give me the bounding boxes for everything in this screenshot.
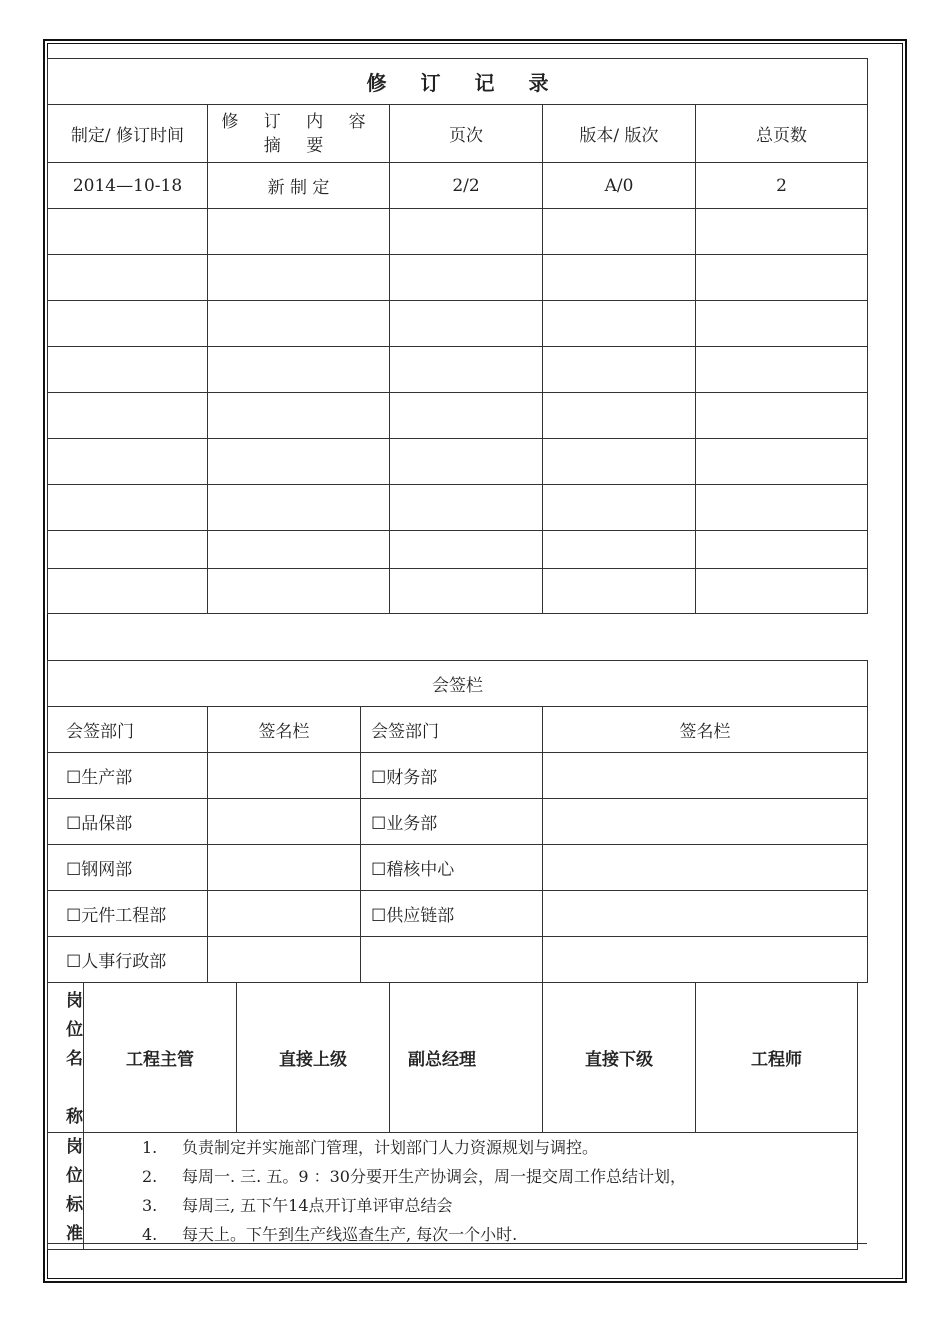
cell-date [48, 393, 208, 439]
signature-cell [208, 937, 361, 983]
bottom-rule [47, 1243, 867, 1244]
table-row [48, 937, 868, 983]
signature-cell [208, 799, 361, 845]
cell-version [543, 301, 696, 347]
cell-version [543, 531, 696, 569]
dept-cell-empty [361, 937, 543, 983]
position-standard-label [48, 1133, 84, 1250]
cell-date [48, 255, 208, 301]
list-item-text: 每天上。下午到生产线巡查生产, 每次一个小时. [182, 1225, 518, 1244]
countersign-sign-header-right: 签名栏 [543, 707, 868, 753]
position-name-label [48, 983, 84, 1133]
dept-checkbox-audit[interactable]: ☐稽核中心 [361, 845, 543, 891]
cell-version [543, 255, 696, 301]
dept-checkbox-component-eng[interactable]: ☐元件工程部 [48, 891, 208, 937]
cell-date [48, 569, 208, 614]
header-version: 版本/ 版次 [543, 105, 696, 163]
cell-summary [208, 393, 390, 439]
subordinate-value: 工程师 [696, 983, 858, 1133]
cell-date [48, 439, 208, 485]
dept-checkbox-hr-admin[interactable]: ☐人事行政部 [48, 937, 208, 983]
revision-record-table [47, 58, 868, 614]
cell-date [48, 485, 208, 531]
cell-date [48, 531, 208, 569]
dept-checkbox-finance[interactable]: ☐财务部 [361, 753, 543, 799]
table-row [48, 163, 868, 209]
cell-summary [208, 301, 390, 347]
cell-date [48, 209, 208, 255]
list-item [142, 1162, 857, 1191]
cell-version: A/0 [543, 163, 696, 209]
dept-checkbox-business[interactable]: ☐业务部 [361, 799, 543, 845]
cell-version [543, 439, 696, 485]
cell-total-pages [696, 255, 868, 301]
cell-page: 2/2 [390, 163, 543, 209]
cell-page [390, 439, 543, 485]
cell-page [390, 569, 543, 614]
table-row [48, 301, 868, 347]
cell-version [543, 569, 696, 614]
table-row [48, 845, 868, 891]
table-row [48, 799, 868, 845]
cell-date: 2014—10-18 [48, 163, 208, 209]
cell-summary [208, 347, 390, 393]
countersign-dept-header-right: 会签部门 [361, 707, 543, 753]
cell-total-pages [696, 393, 868, 439]
cell-total-pages [696, 209, 868, 255]
signature-cell [208, 891, 361, 937]
superior-label: 直接上级 [237, 983, 390, 1133]
table-row [48, 569, 868, 614]
cell-summary: 新 制 定 [208, 163, 390, 209]
cell-date [48, 301, 208, 347]
header-page: 页次 [390, 105, 543, 163]
table-row [48, 393, 868, 439]
list-item-number: 3. [142, 1196, 158, 1215]
cell-page [390, 485, 543, 531]
cell-version [543, 485, 696, 531]
standard-label-char: 准 [66, 1224, 83, 1244]
signature-cell [208, 845, 361, 891]
dept-checkbox-supply-chain[interactable]: ☐供应链部 [361, 891, 543, 937]
cell-page [390, 347, 543, 393]
cell-total-pages [696, 485, 868, 531]
list-item [142, 1220, 857, 1249]
position-name: 工程主管 [84, 983, 237, 1133]
cell-summary [208, 209, 390, 255]
signature-cell [543, 799, 868, 845]
table-row [48, 347, 868, 393]
superior-value: 副总经理 [390, 983, 543, 1133]
countersign-dept-header-left: 会签部门 [48, 707, 208, 753]
cell-summary [208, 485, 390, 531]
cell-total-pages [696, 301, 868, 347]
list-item-text: 负责制定并实施部门管理，计划部门人力资源规划与调控。 [182, 1138, 599, 1157]
position-label-char [66, 1074, 83, 1103]
cell-page [390, 393, 543, 439]
table-row [48, 209, 868, 255]
list-item-number: 4. [142, 1225, 158, 1244]
table-row [48, 531, 868, 569]
cell-page [390, 301, 543, 347]
header-summary-line1: 修 订 内 容 [221, 111, 376, 132]
position-label-char: 名 [66, 1049, 83, 1069]
countersign-table [47, 660, 868, 983]
cell-date [48, 347, 208, 393]
revision-record-title: 修订记录 [48, 59, 868, 105]
cell-summary [208, 439, 390, 485]
signature-cell [543, 937, 868, 983]
header-summary [208, 105, 390, 163]
cell-summary [208, 531, 390, 569]
list-item [142, 1133, 857, 1162]
cell-summary [208, 569, 390, 614]
position-table [47, 982, 858, 1250]
cell-total-pages [696, 439, 868, 485]
header-summary-line2: 摘 要 [263, 135, 334, 156]
countersign-sign-header-left: 签名栏 [208, 707, 361, 753]
list-item-number: 2. [142, 1167, 158, 1186]
table-row [48, 485, 868, 531]
dept-checkbox-stencil[interactable]: ☐钢网部 [48, 845, 208, 891]
cell-page [390, 531, 543, 569]
cell-total-pages [696, 531, 868, 569]
cell-page [390, 255, 543, 301]
signature-cell [543, 845, 868, 891]
list-item-number: 1. [142, 1138, 158, 1157]
cell-version [543, 393, 696, 439]
list-item-text: 每周一. 三. 五。9 ：30分要开生产协调会，周一提交周工作总结计划， [182, 1167, 686, 1186]
countersign-title: 会签栏 [48, 661, 868, 707]
subordinate-label: 直接下级 [543, 983, 696, 1133]
table-row [48, 255, 868, 301]
cell-version [543, 209, 696, 255]
position-label-char: 位 [66, 1020, 83, 1040]
standard-label-char: 标 [66, 1195, 83, 1215]
table-row [48, 753, 868, 799]
header-date: 制定/ 修订时间 [48, 105, 208, 163]
position-standards-list [84, 1133, 858, 1250]
header-total-pages: 总页数 [696, 105, 868, 163]
table-row [48, 891, 868, 937]
cell-version [543, 347, 696, 393]
position-label-char: 岗 [66, 991, 83, 1011]
table-row [48, 439, 868, 485]
list-item-text: 每周三, 五下午14点开订单评审总结会 [182, 1196, 453, 1215]
standard-label-char: 岗 [66, 1137, 83, 1157]
cell-total-pages [696, 569, 868, 614]
dept-checkbox-quality[interactable]: ☐品保部 [48, 799, 208, 845]
dept-checkbox-production[interactable]: ☐生产部 [48, 753, 208, 799]
signature-cell [208, 753, 361, 799]
signature-cell [543, 753, 868, 799]
cell-total-pages [696, 347, 868, 393]
cell-page [390, 209, 543, 255]
cell-total-pages: 2 [696, 163, 868, 209]
standard-label-char: 位 [66, 1166, 83, 1186]
signature-cell [543, 891, 868, 937]
cell-summary [208, 255, 390, 301]
list-item [142, 1191, 857, 1220]
position-label-char: 称 [66, 1107, 83, 1127]
